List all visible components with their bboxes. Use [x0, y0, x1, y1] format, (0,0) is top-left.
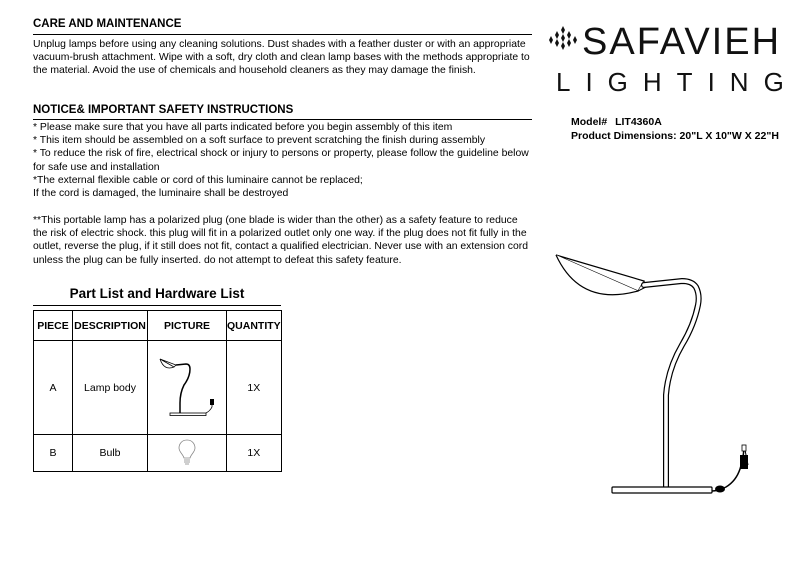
- safety-line-2: * This item should be assembled on a soft surface to prevent scratching the finish during assembly: [33, 135, 486, 147]
- care-line-2: vacuum-brush attachment. Wipe with a soft, dry cloth and clean lamp bases with the methods appropriate to the material. Avoid the use of chemicals and household cleaners as they may damage the finish.: [33, 52, 530, 77]
- parts-title: Part List and Hardware List: [69, 286, 245, 301]
- header-quantity: QUANTITY: [227, 311, 282, 341]
- safety-text: [33, 121, 533, 200]
- safety-title: NOTICE& IMPORTANT SAFETY INSTRUCTIONS: [33, 104, 294, 116]
- brand-logo: [546, 21, 799, 102]
- lamp-illustration: [550, 245, 780, 505]
- row-b-quantity: 1X: [227, 435, 282, 472]
- model-label: Model#: [571, 116, 608, 128]
- dimensions-label: Product Dimensions:: [571, 129, 677, 142]
- safety-line-3: * To reduce the risk of fire, electrical shock or injury to persons or property, please follow the guideline below for safe use and installation: [33, 148, 529, 173]
- parts-table: [33, 310, 282, 472]
- row-a-description: Lamp body: [73, 341, 148, 435]
- row-a-picture: [148, 341, 227, 435]
- parts-header-row: [34, 311, 282, 341]
- row-b-piece: B: [34, 435, 73, 472]
- care-text: [33, 38, 533, 78]
- row-a-piece: A: [34, 341, 73, 435]
- row-b-picture: [148, 435, 227, 472]
- row-b-description: Bulb: [73, 435, 148, 472]
- row-a-quantity: 1X: [227, 341, 282, 435]
- parts-rule: [33, 305, 281, 306]
- header-piece: PIECE: [34, 311, 73, 341]
- product-info: [571, 116, 779, 143]
- table-row: [34, 435, 282, 472]
- brand-sub: LIGHTING: [556, 67, 799, 97]
- safety-line-5: If the cord is damaged, the luminaire shall be destroyed: [33, 188, 289, 200]
- safety-rule: [33, 119, 532, 120]
- safety-line-1: * Please make sure that you have all parts indicated before you begin assembly of this item: [33, 122, 453, 133]
- dimensions-value: 20"L X 10"W X 22"H: [679, 129, 779, 142]
- care-line-1: Unplug lamps before using any cleaning solutions. Dust shades with a feather duster or with an appropriate: [33, 39, 526, 50]
- header-description: DESCRIPTION: [73, 311, 148, 341]
- safety-line-4: *The external flexible cable or cord of this luminaire cannot be replaced;: [33, 174, 363, 186]
- lamp-body-icon: [154, 351, 220, 421]
- care-rule: [33, 34, 532, 35]
- polarized-note: **This portable lamp has a polarized plug (one blade is wider than the other) as a safety feature to reduce the risk of electric shock. this plug will fit in a polarized outlet only one way. if the plug does not fit fully in the outlet, reverse the plug, if it still does not fit, contact a qualified electrician. Never use with an extension cord unless the plug can be fully inserted. do not attempt to defeat this safety feature.: [33, 215, 528, 266]
- logo-mark-icon: [546, 24, 580, 54]
- brand-name: SAFAVIEH: [582, 21, 782, 63]
- model-number: LIT4360A: [615, 116, 662, 128]
- care-title: CARE AND MAINTENANCE: [33, 18, 182, 30]
- bulb-icon: [177, 438, 197, 466]
- table-row: [34, 341, 282, 435]
- header-picture: PICTURE: [148, 311, 227, 341]
